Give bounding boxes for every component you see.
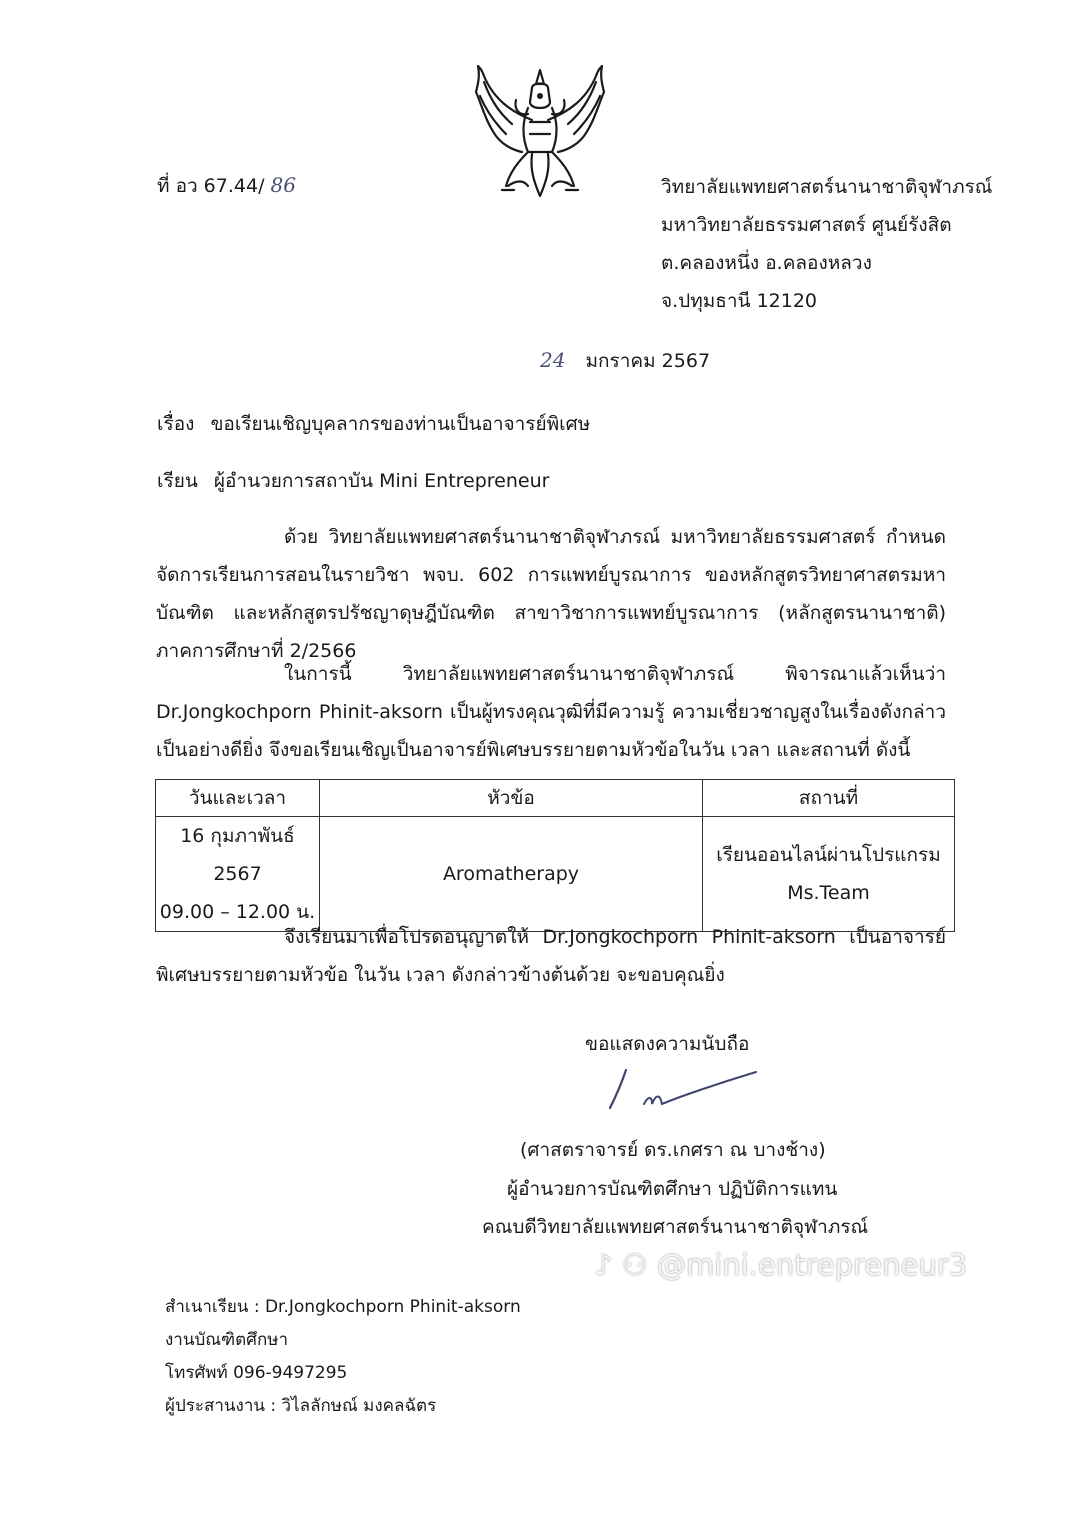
closing-regards: ขอแสดงความนับถือ <box>585 1033 750 1055</box>
table-header-topic: หัวข้อ <box>320 780 703 817</box>
schedule-time: 09.00 – 12.00 น. <box>159 901 316 923</box>
reference-printed: ที่ อว 67.44/ <box>157 175 265 197</box>
date-day-handwritten: 24 <box>540 348 566 372</box>
garuda-emblem <box>472 62 608 202</box>
body-paragraph-3: จึงเรียนมาเพื่อโปรดอนุญาตให้ Dr.Jongkochporn Phinit-aksorn เป็นอาจารย์พิเศษบรรยายตามหัวข้อ ในวัน เวลา ดังกล่าวข้างต้นด้วย จะขอบคุณยิ่ง <box>156 926 946 986</box>
address-line: ต.คลองหนึ่ง อ.คลองหลวง <box>661 252 872 274</box>
table-cell-datetime <box>156 817 320 932</box>
subject-text: ขอเรียนเชิญบุคลากรของท่านเป็นอาจารย์พิเศษ <box>210 413 591 435</box>
table-cell-topic: Aromatherapy <box>320 817 703 932</box>
schedule-place-line2: Ms.Team <box>787 882 870 904</box>
body-paragraph-2: ในการนี้ วิทยาลัยแพทยศาสตร์นานาชาติจุฬาภรณ์ พิจารณาแล้วเห็นว่า Dr.Jongkochporn Phinit-aksorn เป็นผู้ทรงคุณวุฒิที่มีความรู้ ความเชี่ยวชาญสูงในเรื่องดังกล่าวเป็นอย่างดียิ่ง จึงขอเรียนเชิญเป็นอาจารย์พิเศษบรรยายตามหัวข้อในวัน เวลา และสถานที่ ดังนี้ <box>156 663 946 761</box>
address-line: จ.ปทุมธานี 12120 <box>661 290 818 312</box>
table-row <box>156 817 955 932</box>
schedule-table <box>155 779 955 932</box>
schedule-place-line1: เรียนออนไลน์ผ่านโปรแกรม <box>716 844 941 866</box>
address-line: วิทยาลัยแพทยศาสตร์นานาชาติจุฬาภรณ์ <box>661 176 993 198</box>
table-cell-place <box>703 817 955 932</box>
footer-cc: สำเนาเรียน : Dr.Jongkochporn Phinit-aksorn <box>165 1297 521 1317</box>
reference-handwritten: 86 <box>270 173 296 197</box>
recipient-label: เรียน <box>157 470 198 492</box>
subject-line <box>157 409 590 439</box>
subject-label: เรื่อง <box>157 413 195 435</box>
handwritten-signature <box>596 1064 766 1114</box>
footer-coordinator: ผู้ประสานงาน : วิไลลักษณ์ มงคลฉัตร <box>165 1396 437 1416</box>
recipient-line <box>157 466 549 496</box>
footer-phone: โทรศัพท์ 096-9497295 <box>165 1363 348 1383</box>
schedule-date: 16 กุมภาพันธ์ 2567 <box>180 825 295 885</box>
table-header-datetime: วันและเวลา <box>156 780 320 817</box>
reference-number <box>157 171 296 201</box>
address-line: มหาวิทยาลัยธรรมศาสตร์ ศูนย์รังสิต <box>661 214 952 236</box>
recipient-text: ผู้อำนวยการสถาบัน Mini Entrepreneur <box>213 470 550 492</box>
body-paragraph-1: ด้วย วิทยาลัยแพทยศาสตร์นานาชาติจุฬาภรณ์ มหาวิทยาลัยธรรมศาสตร์ กำหนดจัดการเรียนการสอนในรายวิชา พจบ. 602 การแพทย์บูรณาการ ของหลักสูตรวิทยาศาสตรมหาบัณฑิต และหลักสูตรปรัชญาดุษฎีบัณฑิต สาขาวิชาการแพทย์บูรณาการ (หลักสูตรนานาชาติ) ภาคการศึกษาที่ 2/2566 <box>156 526 946 662</box>
signer-title: ผู้อำนวยการบัณฑิตศึกษา ปฏิบัติการแทน <box>507 1178 838 1200</box>
date-month-year: มกราคม 2567 <box>585 350 711 372</box>
signer-name: (ศาสตราจารย์ ดร.เกศรา ณ บางช้าง) <box>520 1139 826 1161</box>
letter-date <box>540 346 710 376</box>
footer-department: งานบัณฑิตศึกษา <box>165 1330 289 1350</box>
table-header-place: สถานที่ <box>703 780 955 817</box>
table-header-row <box>156 780 955 817</box>
signer-title: คณบดีวิทยาลัยแพทยศาสตร์นานาชาติจุฬาภรณ์ <box>482 1216 869 1238</box>
social-watermark: ♪ ⚇ @mini.entrepreneur3 <box>594 1248 968 1282</box>
